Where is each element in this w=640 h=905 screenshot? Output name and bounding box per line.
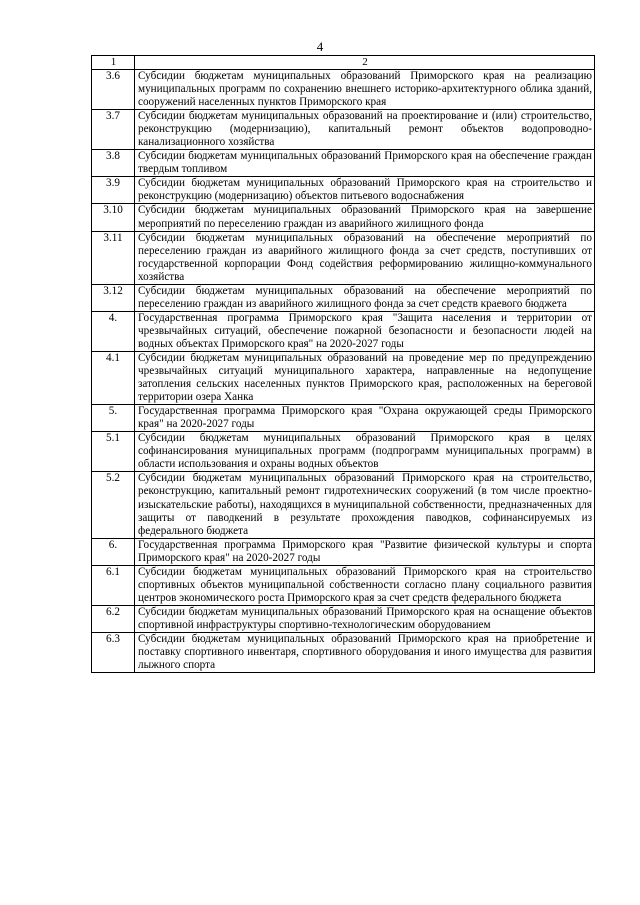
row-description-cell: Субсидии бюджетам муниципальных образований Приморского края на завершение мероприятий по переселению граждан из аварийного жилищного фонда	[135, 204, 595, 231]
row-description-cell: Государственная программа Приморского края "Развитие физической культуры и спорта Приморского края" на 2020-2027 годы	[135, 538, 595, 565]
subsidies-table	[91, 55, 595, 673]
header-cell-number: 1	[92, 56, 135, 70]
table-row	[92, 70, 595, 110]
table-row	[92, 110, 595, 150]
row-number-cell: 4.1	[92, 351, 135, 404]
row-number-cell: 3.8	[92, 150, 135, 177]
table-row	[92, 538, 595, 565]
row-number-cell: 6.	[92, 538, 135, 565]
row-description-cell: Субсидии бюджетам муниципальных образований Приморского края на строительство, реконструкцию, капитальный ремонт гидротехнических сооружений (в том числе проектно-изыскательские работы), находящихся в муниципальной собственности, предназначенных для защиты от паводкений в результате прохождения паводков, софинансируемых из федерального бюджета	[135, 472, 595, 538]
table-row	[92, 605, 595, 632]
table-row	[92, 565, 595, 605]
row-number-cell: 5.1	[92, 432, 135, 472]
table-row	[92, 177, 595, 204]
row-description-cell: Субсидии бюджетам муниципальных образований Приморского края на реализацию муниципальных программ по сохранению внешнего историко-архитектурного облика зданий, сооружений населенных пунктов Приморского края	[135, 70, 595, 110]
table-row	[92, 472, 595, 538]
row-description-cell: Субсидии бюджетам муниципальных образований Приморского края на оснащение объектов спортивной инфраструктуры спортивно-технологическим оборудованием	[135, 605, 595, 632]
table-row	[92, 150, 595, 177]
row-description-cell: Субсидии бюджетам муниципальных образований на проектирование и (или) строительство, реконструкцию (модернизацию), капитальный ремонт объектов водопроводно-канализационного хозяйства	[135, 110, 595, 150]
row-number-cell: 3.7	[92, 110, 135, 150]
row-description-cell: Субсидии бюджетам муниципальных образований Приморского края в целях софинансирования муниципальных программ (подпрограмм муниципальных программ) в области использования и охраны водных объектов	[135, 432, 595, 472]
row-description-cell: Субсидии бюджетам муниципальных образований Приморского края на обеспечение граждан твердым топливом	[135, 150, 595, 177]
row-number-cell: 3.6	[92, 70, 135, 110]
header-cell-description: 2	[135, 56, 595, 70]
row-number-cell: 6.1	[92, 565, 135, 605]
row-description-cell: Субсидии бюджетам муниципальных образований на обеспечение мероприятий по переселению граждан из аварийного жилищного фонда за счет средств, поступивших от государственной корпорации Фонд содействия реформированию жилищно-коммунального хозяйства	[135, 231, 595, 284]
row-description-cell: Субсидии бюджетам муниципальных образований Приморского края на строительство спортивных объектов муниципальной собственности согласно плану социального развития центров экономического роста Приморского края за счет средств федерального бюджета	[135, 565, 595, 605]
row-number-cell: 3.9	[92, 177, 135, 204]
row-description-cell: Субсидии бюджетам муниципальных образований Приморского края на строительство и реконструкцию (модернизацию) объектов питьевого водоснабжения	[135, 177, 595, 204]
row-description-cell: Субсидии бюджетам муниципальных образований Приморского края на приобретение и поставку спортивного инвентаря, спортивного оборудования и иного имущества для развития лыжного спорта	[135, 632, 595, 672]
row-number-cell: 5.	[92, 405, 135, 432]
table-row	[92, 351, 595, 404]
table-header-row	[92, 56, 595, 70]
table-row	[92, 632, 595, 672]
row-description-cell: Субсидии бюджетам муниципальных образований на проведение мер по предупреждению чрезвычайных ситуаций муниципального характера, направленные на недопущение затопления сельских населенных пунктов Приморского края, расположенных на береговой территории озера Ханка	[135, 351, 595, 404]
row-description-cell: Государственная программа Приморского края "Охрана окружающей среды Приморского края" на 2020-2027 годы	[135, 405, 595, 432]
row-number-cell: 6.3	[92, 632, 135, 672]
table-row	[92, 204, 595, 231]
row-description-cell: Субсидии бюджетам муниципальных образований на обеспечение мероприятий по переселению граждан из аварийного жилищного фонда за счет средств краевого бюджета	[135, 284, 595, 311]
table-row	[92, 405, 595, 432]
page-number: 4	[316, 39, 324, 54]
row-number-cell: 4.	[92, 311, 135, 351]
table-row	[92, 284, 595, 311]
table-row	[92, 311, 595, 351]
table-row	[92, 231, 595, 284]
row-description-cell: Государственная программа Приморского края "Защита населения и территории от чрезвычайных ситуаций, обеспечение пожарной безопасности и безопасности людей на водных объектах Приморского края" на 2020-2027 годы	[135, 311, 595, 351]
table-row	[92, 432, 595, 472]
row-number-cell: 6.2	[92, 605, 135, 632]
row-number-cell: 3.10	[92, 204, 135, 231]
row-number-cell: 5.2	[92, 472, 135, 538]
table-body	[92, 56, 595, 673]
row-number-cell: 3.11	[92, 231, 135, 284]
row-number-cell: 3.12	[92, 284, 135, 311]
